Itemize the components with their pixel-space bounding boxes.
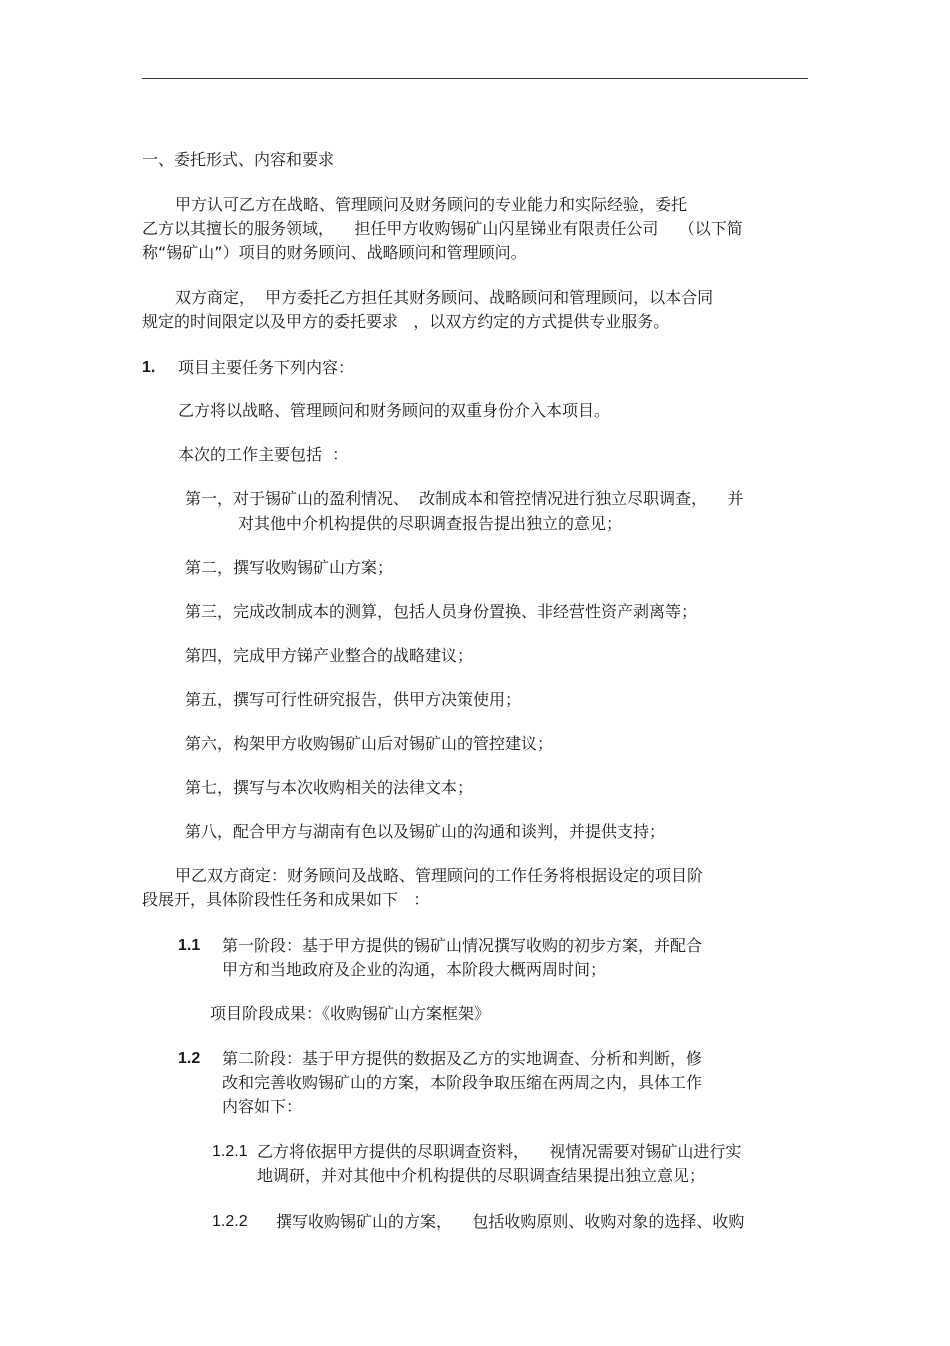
phase2-number: 1.2 [178, 1050, 201, 1067]
phase1-result: 项目阶段成果：《收购锡矿山方案框架》 [210, 1004, 491, 1023]
para1-line3: 称“锡矿山”）项目的财务顾问、战略顾问和管理顾问。 [142, 243, 527, 262]
para2-line2: 规定的时间限定以及甲方的委托要求 ，以双方约定的方式提供专业服务。 [142, 312, 670, 331]
role-text: 乙方将以战略、管理顾问和财务顾问的双重身份介入本项目。 [178, 401, 611, 420]
para1-line1: 甲方认可乙方在战略、管理顾问及财务顾问的专业能力和实际经验，委托 [175, 195, 688, 214]
sub1-line2: 地调研，并对其他中介机构提供的尽职调查结果提出独立意见； [257, 1166, 706, 1185]
para2-line1: 双方商定， 甲方委托乙方担任其财务顾问、战略顾问和管理顾问，以本合同 [175, 288, 714, 307]
item1-title: 项目主要任务下列内容： [178, 358, 355, 377]
section-heading: 一、委托形式、内容和要求 [142, 150, 335, 169]
item1-number: 1. [142, 359, 156, 376]
task-4: 第四，完成甲方锑产业整合的战略建议； [185, 646, 474, 665]
para3-line1: 甲乙双方商定：财务顾问及战略、管理顾问的工作任务将根据设定的项目阶 [175, 866, 704, 885]
sub1-line1: 乙方将依据甲方提供的尽职调查资料， 视情况需要对锡矿山进行实 [257, 1142, 742, 1161]
task-1-line2: 对其他中介机构提供的尽职调查报告提出独立的意见； [238, 514, 623, 533]
header-rule [142, 78, 808, 79]
para3-line2: 段展开，具体阶段性任务和成果如下 ： [142, 890, 430, 909]
para1-line2: 乙方以其擅长的服务领域， 担任甲方收购锡矿山闪星锑业有限责任公司 （以下简 [142, 219, 743, 238]
task-5: 第五，撰写可行性研究报告，供甲方决策使用； [185, 690, 522, 709]
work-intro: 本次的工作主要包括 ： [178, 445, 349, 464]
phase1-line2: 甲方和当地政府及企业的沟通，本阶段大概两周时间； [222, 960, 607, 979]
phase1-line1: 第一阶段：基于甲方提供的锡矿山情况撰写收购的初步方案，并配合 [222, 936, 703, 955]
phase2-line1: 第二阶段：基于甲方提供的数据及乙方的实地调查、分析和判断，修 [222, 1049, 703, 1068]
sub1-number: 1.2.1 [212, 1143, 248, 1160]
task-1-line1: 第一，对于锡矿山的盈利情况、 改制成本和管控情况进行独立尽职调查， 并 [185, 489, 744, 508]
phase2-line3: 内容如下： [222, 1097, 303, 1116]
task-7: 第七，撰写与本次收购相关的法律文本； [185, 778, 474, 797]
task-2: 第二，撰写收购锡矿山方案； [185, 558, 394, 577]
phase1-number: 1.1 [178, 937, 201, 954]
phase2-line2: 改和完善收购锡矿山的方案，本阶段争取压缩在两周之内，具体工作 [222, 1073, 703, 1092]
sub2-line1: 撰写收购锡矿山的方案， 包括收购原则、收购对象的选择、收购 [276, 1212, 745, 1231]
sub2-number: 1.2.2 [212, 1213, 248, 1230]
task-8: 第八，配合甲方与湖南有色以及锡矿山的沟通和谈判，并提供支持； [185, 822, 666, 841]
task-6: 第六，构架甲方收购锡矿山后对锡矿山的管控建议； [185, 734, 554, 753]
task-3: 第三，完成改制成本的测算，包括人员身份置换、非经营性资产剥离等； [185, 602, 698, 621]
